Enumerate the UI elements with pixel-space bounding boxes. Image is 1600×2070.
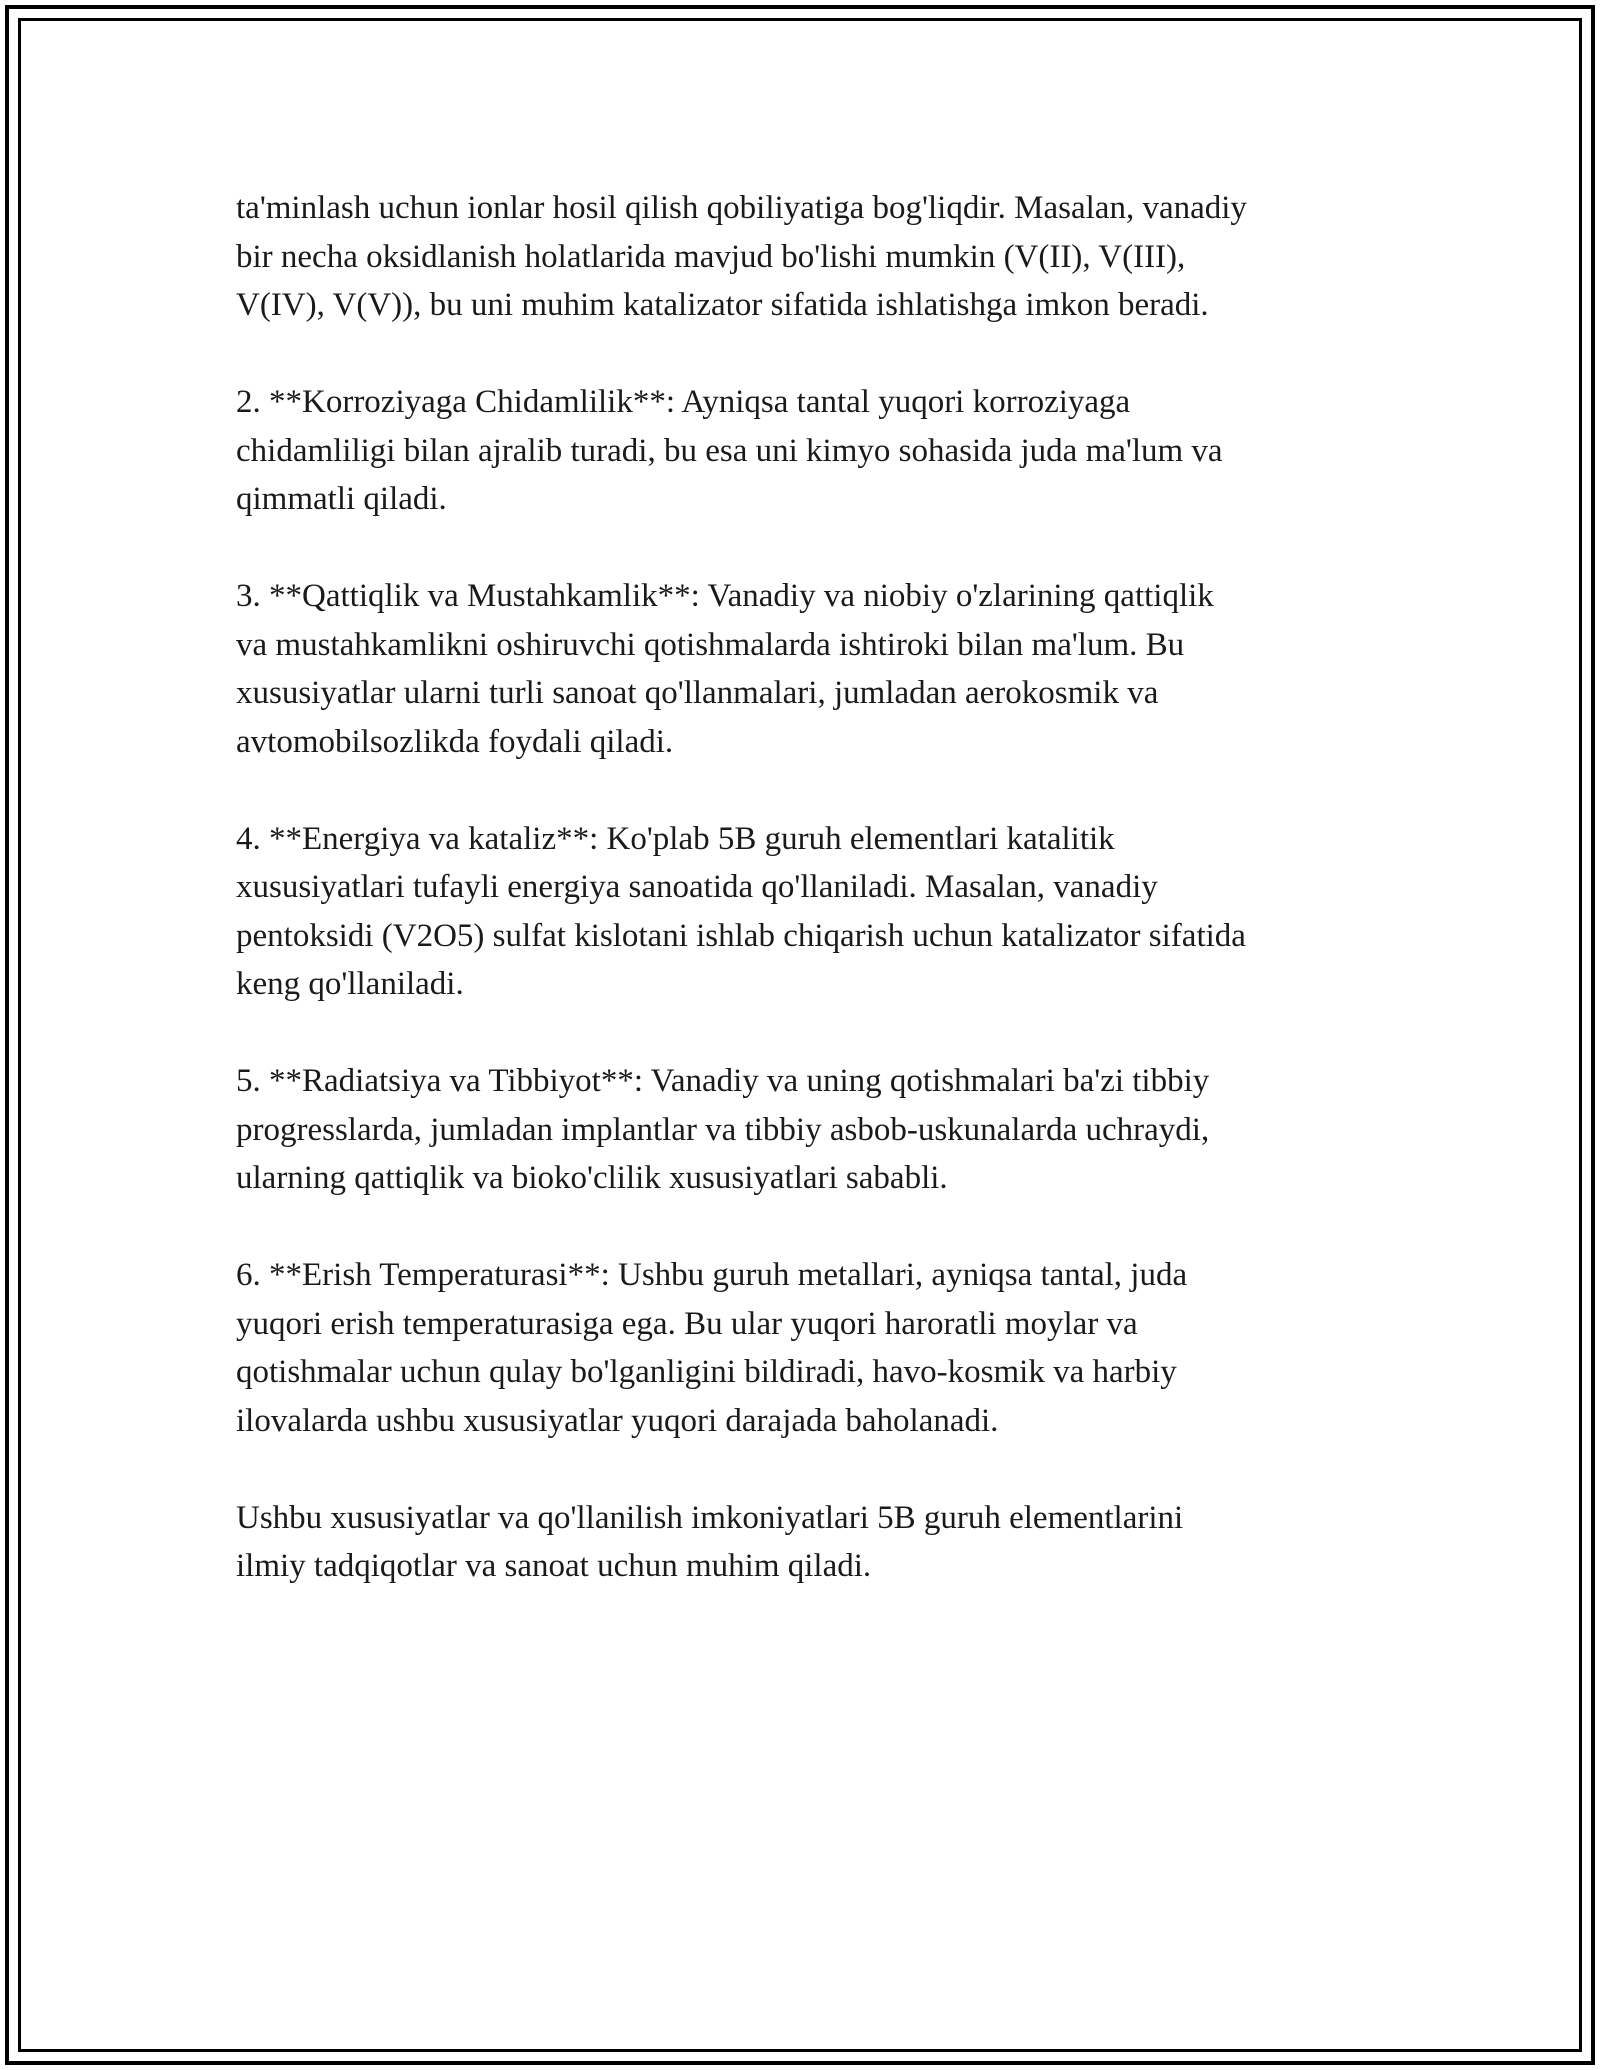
paragraph-intro-continuation: ta'minlash uchun ionlar hosil qilish qobiliyatiga bog'liqdir. Masalan, vanadiy bir necha oksidlanish holatlarida mavjud bo'lishi mumkin (V(II), V(III), V(IV), V(V)), bu uni muhim katalizator sifatida ishlatishga imkon beradi. xyxy=(236,190,1247,323)
paragraph-hardness-strength: 3. **Qattiqlik va Mustahkamlik**: Vanadiy va niobiy o'zlarining qattiqlik va mustahkamlikni oshiruvchi qotishmalarda ishtiroki bilan ma'lum. Bu xususiyatlar ularni turli sanoat qo'llanmalari, jumladan aerokosmik va avtomobilsozlikda foydali qiladi. xyxy=(236,578,1214,760)
paragraph-energy-catalysis: 4. **Energiya va kataliz**: Ko'plab 5B guruh elementlari katalitik xususiyatlari tufayli energiya sanoatida qo'llaniladi. Masalan, vanadiy pentoksidi (V2O5) sulfat kislotani ishlab chiqarish uchun katalizator sifatida keng qo'llaniladi. xyxy=(236,820,1246,1002)
document-body xyxy=(236,184,1376,1591)
paragraph-radiation-medicine: 5. **Radiatsiya va Tibbiyot**: Vanadiy va uning qotishmalari ba'zi tibbiy progresslarda, jumladan implantlar va tibbiy asbob-uskunalarda uchraydi, ularning qattiqlik va bioko'clilik xususiyatlari sababli. xyxy=(236,1063,1210,1196)
paragraph-corrosion-resistance: 2. **Korroziyaga Chidamlilik**: Ayniqsa tantal yuqori korroziyaga chidamliligi bilan ajralib turadi, bu esa uni kimyo sohasida juda ma'lum va qimmatli qiladi. xyxy=(236,384,1223,517)
paragraph-melting-temperature: 6. **Erish Temperaturasi**: Ushbu guruh metallari, ayniqsa tantal, juda yuqori erish temperaturasiga ega. Bu ular yuqori haroratli moylar va qotishmalar uchun qulay bo'lganligini bildiradi, havo-kosmik va harbiy ilovalarda ushbu xususiyatlar yuqori darajada baholanadi. xyxy=(236,1257,1188,1439)
paragraph-conclusion: Ushbu xususiyatlar va qo'llanilish imkoniyatlari 5B guruh elementlarini ilmiy tadqiqotlar va sanoat uchun muhim qiladi. xyxy=(236,1499,1184,1584)
